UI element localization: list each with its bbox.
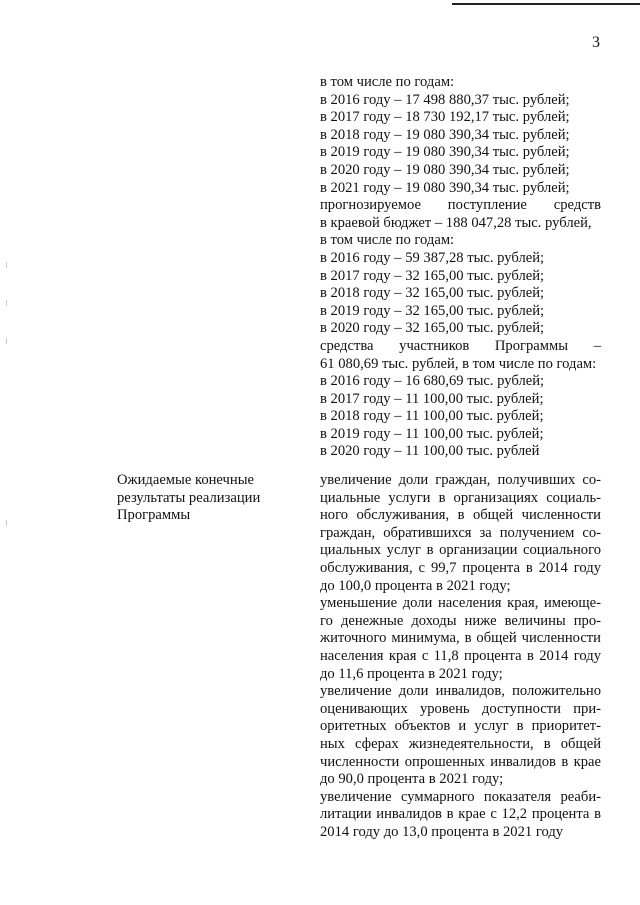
results-line: обслуживания, с 99,7 процента в 2014 году xyxy=(320,559,601,576)
results-line: оритетных объектов и услуг в приоритет- xyxy=(320,718,601,735)
financing-line: в 2017 году – 18 730 192,17 тыс. рублей; xyxy=(320,109,570,126)
results-line: увеличение суммарного показателя реаби- xyxy=(320,788,601,805)
results-line: го денежные доходы ниже величины про- xyxy=(320,612,601,629)
results-line: граждан, обратившихся за получением со- xyxy=(320,524,601,541)
financing-line: в том числе по годам: xyxy=(320,232,455,249)
financing-line: в 2019 году – 19 080 390,34 тыс. рублей; xyxy=(320,144,570,161)
results-line: до 100,0 процента в 2021 году; xyxy=(320,577,511,594)
results-line: циальных услуг в организации социального xyxy=(320,542,601,559)
financing-line: в 2018 году – 32 165,00 тыс. рублей; xyxy=(320,285,545,302)
financing-line: в 2017 году – 11 100,00 тыс. рублей; xyxy=(320,390,544,407)
financing-line: в 2018 году – 19 080 390,34 тыс. рублей; xyxy=(320,126,570,143)
results-label-line: Программы xyxy=(117,507,191,524)
results-line: увеличение доли инвалидов, положительно xyxy=(320,683,601,700)
financing-line: в 2019 году – 32 165,00 тыс. рублей; xyxy=(320,302,545,319)
financing-line: в 2017 году – 32 165,00 тыс. рублей; xyxy=(320,267,545,284)
financing-line: в 2019 году – 11 100,00 тыс. рублей; xyxy=(320,425,544,442)
results-line: до 90,0 процента в 2021 году; xyxy=(320,771,504,788)
results-block xyxy=(320,472,601,841)
results-label xyxy=(117,472,260,525)
top-rule xyxy=(452,3,640,5)
results-line: ного обслуживания, в общей численности xyxy=(320,507,601,524)
scan-margin-specks xyxy=(6,0,8,905)
results-line: 2014 году до 13,0 процента в 2021 году xyxy=(320,823,564,840)
results-line: численности опрошенных инвалидов в крае xyxy=(320,753,601,770)
financing-line: в краевой бюджет – 188 047,28 тыс. рублей, xyxy=(320,214,592,231)
results-label-line: Ожидаемые конечные xyxy=(117,472,254,488)
financing-line: в 2020 году – 11 100,00 тыс. рублей xyxy=(320,443,540,460)
financing-line: средства участников Программы – xyxy=(320,337,601,354)
results-line: ных сферах жизнедеятельности, в общей xyxy=(320,735,601,752)
results-line: оценивающих уровень доступности при- xyxy=(320,700,601,717)
financing-line: прогнозируемое поступление средств xyxy=(320,197,601,214)
financing-line: в 2016 году – 59 387,28 тыс. рублей; xyxy=(320,249,545,266)
results-line: циальные услуги в организациях социаль- xyxy=(320,489,601,506)
results-line: до 11,6 процента в 2021 году; xyxy=(320,665,503,682)
financing-line: в 2018 году – 11 100,00 тыс. рублей; xyxy=(320,408,544,425)
financing-line: в 2021 году – 19 080 390,34 тыс. рублей; xyxy=(320,179,570,196)
results-label-line: результаты реализации xyxy=(117,489,261,506)
results-line: увеличение доли граждан, получивших со- xyxy=(320,472,601,488)
page-number: 3 xyxy=(592,34,600,51)
financing-block xyxy=(320,74,601,461)
results-line: уменьшение доли населения края, имеюще- xyxy=(320,595,601,612)
financing-line: в 2020 году – 32 165,00 тыс. рублей; xyxy=(320,320,545,337)
results-line: житочного минимума, в общей численности xyxy=(320,630,601,647)
financing-line: в том числе по годам: xyxy=(320,74,455,90)
financing-line: в 2016 году – 16 680,69 тыс. рублей; xyxy=(320,373,545,390)
financing-line: в 2020 году – 19 080 390,34 тыс. рублей; xyxy=(320,161,570,178)
results-line: литации инвалидов в крае с 12,2 процента в xyxy=(320,806,601,823)
results-line: населения края с 11,8 процента в 2014 году xyxy=(320,647,601,664)
financing-line: 61 080,69 тыс. рублей, в том числе по годам: xyxy=(320,355,597,372)
financing-line: в 2016 году – 17 498 880,37 тыс. рублей; xyxy=(320,91,570,108)
